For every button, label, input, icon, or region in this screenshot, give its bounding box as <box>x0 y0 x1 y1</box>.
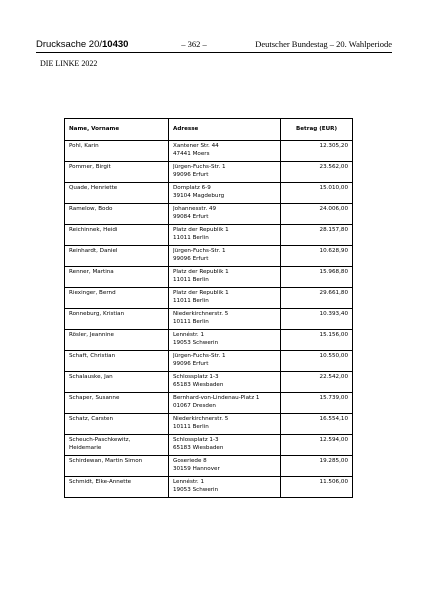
donation-amount: 28.157,80 <box>281 225 353 246</box>
donor-address <box>169 372 281 393</box>
donor-name <box>65 141 169 162</box>
donation-amount: 11.506,00 <box>281 477 353 498</box>
donor-address <box>169 225 281 246</box>
party-heading: DIE LINKE 2022 <box>40 59 98 68</box>
address-line: Domplatz 6-9 <box>173 185 211 191</box>
address-line: Platz der Republik 1 <box>173 290 229 296</box>
donor-name-line: Schalauske, Jan <box>69 374 113 380</box>
table-header-row <box>65 119 353 141</box>
donor-name-line: Schatz, Carsten <box>69 416 114 422</box>
donation-amount: 15.739,00 <box>281 393 353 414</box>
header-rule <box>36 52 392 53</box>
address-line: Platz der Republik 1 <box>173 227 229 233</box>
donor-address <box>169 309 281 330</box>
address-line: Niederkirchnerstr. 5 <box>173 311 229 317</box>
donation-amount: 15.156,00 <box>281 330 353 351</box>
address-line: Lennéstr. 1 <box>173 479 204 485</box>
table-row <box>65 246 353 267</box>
donor-address <box>169 162 281 183</box>
donor-name-line: Pohl, Karin <box>69 143 99 149</box>
address-line: Platz der Republik 1 <box>173 269 229 275</box>
donation-amount: 29.661,80 <box>281 288 353 309</box>
document-number: Drucksache 20/10430 <box>36 39 129 50</box>
page-number: – 362 – <box>181 39 207 49</box>
donor-name <box>65 288 169 309</box>
address-line: 11011 Berlin <box>173 235 209 242</box>
address-line: Jürgen-Fuchs-Str. 1 <box>173 248 226 254</box>
donation-amount: 23.562,00 <box>281 162 353 183</box>
donor-address <box>169 288 281 309</box>
address-line: 19053 Schwerin <box>173 487 219 494</box>
table-row <box>65 204 353 225</box>
donor-name-line: Schmidt, Elke-Annette <box>69 479 132 485</box>
donor-address <box>169 393 281 414</box>
donor-address <box>169 267 281 288</box>
address-line: 65183 Wiesbaden <box>173 382 224 389</box>
address-line: 19053 Schwerin <box>173 340 219 347</box>
donor-address <box>169 351 281 372</box>
donor-name-line: Reinhardt, Daniel <box>69 248 118 254</box>
donor-name-line: Pommer, Birgit <box>69 164 111 170</box>
donor-name <box>65 351 169 372</box>
donation-amount: 15.010,00 <box>281 183 353 204</box>
table-row <box>65 330 353 351</box>
address-line: 99096 Erfurt <box>173 256 209 263</box>
address-line: Bernhard-von-Lindenau-Platz 1 <box>173 395 260 401</box>
table-row <box>65 309 353 330</box>
address-line: Jürgen-Fuchs-Str. 1 <box>173 164 226 170</box>
donor-name-line: Heidemarie <box>69 445 102 452</box>
table-row <box>65 456 353 477</box>
address-line: Schlossplatz 1-3 <box>173 437 219 443</box>
column-header-amount: Betrag (EUR) <box>281 119 353 141</box>
table-row <box>65 372 353 393</box>
donor-address <box>169 477 281 498</box>
donor-name-line: Reichinnek, Heidi <box>69 227 118 233</box>
donor-name <box>65 204 169 225</box>
address-line: Johannesstr. 49 <box>173 206 217 212</box>
address-line: 39104 Magdeburg <box>173 193 225 200</box>
donor-name <box>65 435 169 456</box>
donation-amount: 24.006,00 <box>281 204 353 225</box>
donor-table <box>64 118 353 498</box>
donor-name-line: Schaper, Susanne <box>69 395 120 401</box>
donation-amount: 10.393,40 <box>281 309 353 330</box>
donor-name-line: Quade, Henriette <box>69 185 118 191</box>
donor-name <box>65 456 169 477</box>
donor-address <box>169 435 281 456</box>
donor-address <box>169 330 281 351</box>
donor-address <box>169 183 281 204</box>
donor-name <box>65 183 169 204</box>
donor-name <box>65 477 169 498</box>
table-row <box>65 267 353 288</box>
donation-amount: 10.550,00 <box>281 351 353 372</box>
table-row <box>65 435 353 456</box>
donor-name-line: Schaft, Christian <box>69 353 116 359</box>
donor-name <box>65 267 169 288</box>
address-line: 65183 Wiesbaden <box>173 445 224 452</box>
donation-amount: 12.305,20 <box>281 141 353 162</box>
address-line: 47441 Moers <box>173 151 210 158</box>
column-header-name: Name, Vorname <box>65 119 169 141</box>
donor-address <box>169 204 281 225</box>
donor-name-line: Renner, Martina <box>69 269 114 275</box>
donor-name <box>65 225 169 246</box>
address-line: 10111 Berlin <box>173 424 209 431</box>
donor-name-line: Scheuch-Paschkewitz, <box>69 437 131 443</box>
donor-name-line: Ronneburg, Kristian <box>69 311 125 317</box>
address-line: 99096 Erfurt <box>173 361 209 368</box>
address-line: Niederkirchnerstr. 5 <box>173 416 229 422</box>
donation-amount: 12.594,00 <box>281 435 353 456</box>
donor-address <box>169 141 281 162</box>
donor-address <box>169 246 281 267</box>
address-line: 10111 Berlin <box>173 319 209 326</box>
address-line: 99084 Erfurt <box>173 214 209 221</box>
donation-amount: 22.542,00 <box>281 372 353 393</box>
table-row <box>65 162 353 183</box>
table-row <box>65 414 353 435</box>
donor-name-line: Rösler, Jeannine <box>69 332 114 338</box>
address-line: Schlossplatz 1-3 <box>173 374 219 380</box>
table-row <box>65 183 353 204</box>
address-line: 11011 Berlin <box>173 298 209 305</box>
donation-amount: 16.554,10 <box>281 414 353 435</box>
table-row <box>65 141 353 162</box>
donor-name <box>65 309 169 330</box>
donor-name <box>65 372 169 393</box>
donor-address <box>169 456 281 477</box>
page-header <box>36 39 392 51</box>
address-line: Jürgen-Fuchs-Str. 1 <box>173 353 226 359</box>
address-line: 11011 Berlin <box>173 277 209 284</box>
table-row <box>65 288 353 309</box>
donor-address <box>169 414 281 435</box>
donor-name-line: Ramelow, Bodo <box>69 206 113 212</box>
address-line: 30159 Hannover <box>173 466 220 473</box>
table-row <box>65 225 353 246</box>
table-row <box>65 393 353 414</box>
donor-name <box>65 393 169 414</box>
donor-name-line: Schirdewan, Martin Simon <box>69 458 143 464</box>
donation-amount: 10.628,90 <box>281 246 353 267</box>
donor-name <box>65 162 169 183</box>
donor-name <box>65 246 169 267</box>
legislative-period: Deutscher Bundestag – 20. Wahlperiode <box>255 39 392 49</box>
address-line: Xantener Str. 44 <box>173 143 219 149</box>
table-row <box>65 477 353 498</box>
column-header-address: Adresse <box>169 119 281 141</box>
donation-amount: 19.285,00 <box>281 456 353 477</box>
address-line: 99096 Erfurt <box>173 172 209 179</box>
donation-amount: 15.968,80 <box>281 267 353 288</box>
donor-name <box>65 414 169 435</box>
table-row <box>65 351 353 372</box>
address-line: Goseriede 8 <box>173 458 207 464</box>
address-line: Lennéstr. 1 <box>173 332 204 338</box>
address-line: 01067 Dresden <box>173 403 216 410</box>
donor-name-line: Riexinger, Bernd <box>69 290 116 296</box>
donor-name <box>65 330 169 351</box>
